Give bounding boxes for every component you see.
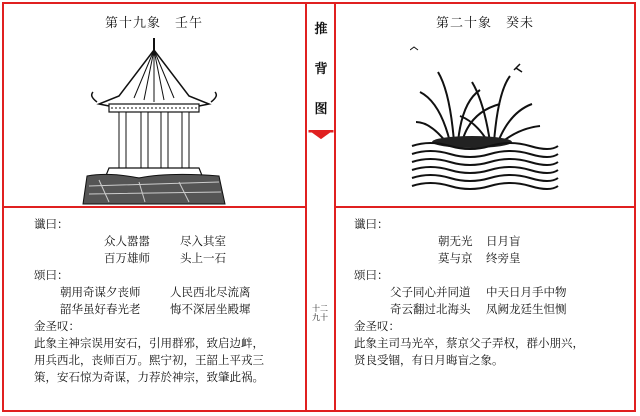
left-text-block [34, 216, 264, 386]
left-chen-line: 众人嚣嚣 尽入其室 [104, 234, 226, 248]
spine-ribbon [306, 130, 336, 140]
left-song-line: 朝用奇谋夕丧师 人民西北尽流离 [60, 285, 251, 299]
left-comment-line: 策，安石惊为奇谋，力荐於神宗，致肇此祸。 [34, 370, 264, 384]
left-chen-line: 百万雄师 头上一石 [104, 251, 226, 265]
right-text-block [354, 216, 584, 369]
left-comment-line: 此象主神宗误用安石，引用群邪，致启边衅， [34, 336, 264, 350]
left-chen-label: 谶曰： [34, 217, 69, 231]
right-comment-line: 贤良受锢，有日月晦盲之象。 [354, 353, 504, 367]
right-song-line: 奇云翻过北海头 凤阙龙廷生怛恻 [390, 302, 567, 316]
left-song-label: 颂曰： [34, 268, 69, 282]
right-chen-label: 谶曰： [354, 217, 389, 231]
right-chen-line: 朝无光 日月盲 [438, 234, 521, 248]
spine-number-char: 十 [320, 313, 328, 322]
spine-number-char: 九 [312, 313, 320, 322]
left-title: 第十九象 壬午 [104, 16, 203, 31]
right-song-label: 颂曰： [354, 268, 389, 282]
right-section-divider [336, 206, 634, 208]
right-comment-line: 此象主司马光卒，蔡京父子弄权，群小朋兴， [354, 336, 584, 350]
left-comment-line: 用兵西北，丧师百万。熙宁初，王韶上平戎三 [34, 353, 264, 367]
right-chen-line: 莫与京 终旁皇 [438, 251, 521, 265]
pavilion-illustration [79, 36, 229, 208]
spine-title-char: 推 [314, 22, 328, 37]
book-spine [306, 4, 336, 410]
right-title: 第二十象 癸未 [435, 16, 534, 31]
left-comment-label: 金圣叹： [34, 319, 80, 333]
spine-number-char: 二 [320, 304, 328, 313]
right-comment-label: 金圣叹： [354, 319, 400, 333]
left-song-line: 韶华虽好春光老 悔不深居坐殿墀 [60, 302, 251, 316]
spine-title-char: 背 [314, 62, 328, 77]
spine-title-char: 图 [314, 102, 328, 117]
reeds-water-illustration [410, 42, 560, 192]
right-song-line: 父子同心并同道 中天日月手中物 [390, 285, 567, 299]
spine-number-char: 十 [312, 304, 320, 313]
left-section-divider [4, 206, 305, 208]
spine-page-number [312, 304, 332, 322]
